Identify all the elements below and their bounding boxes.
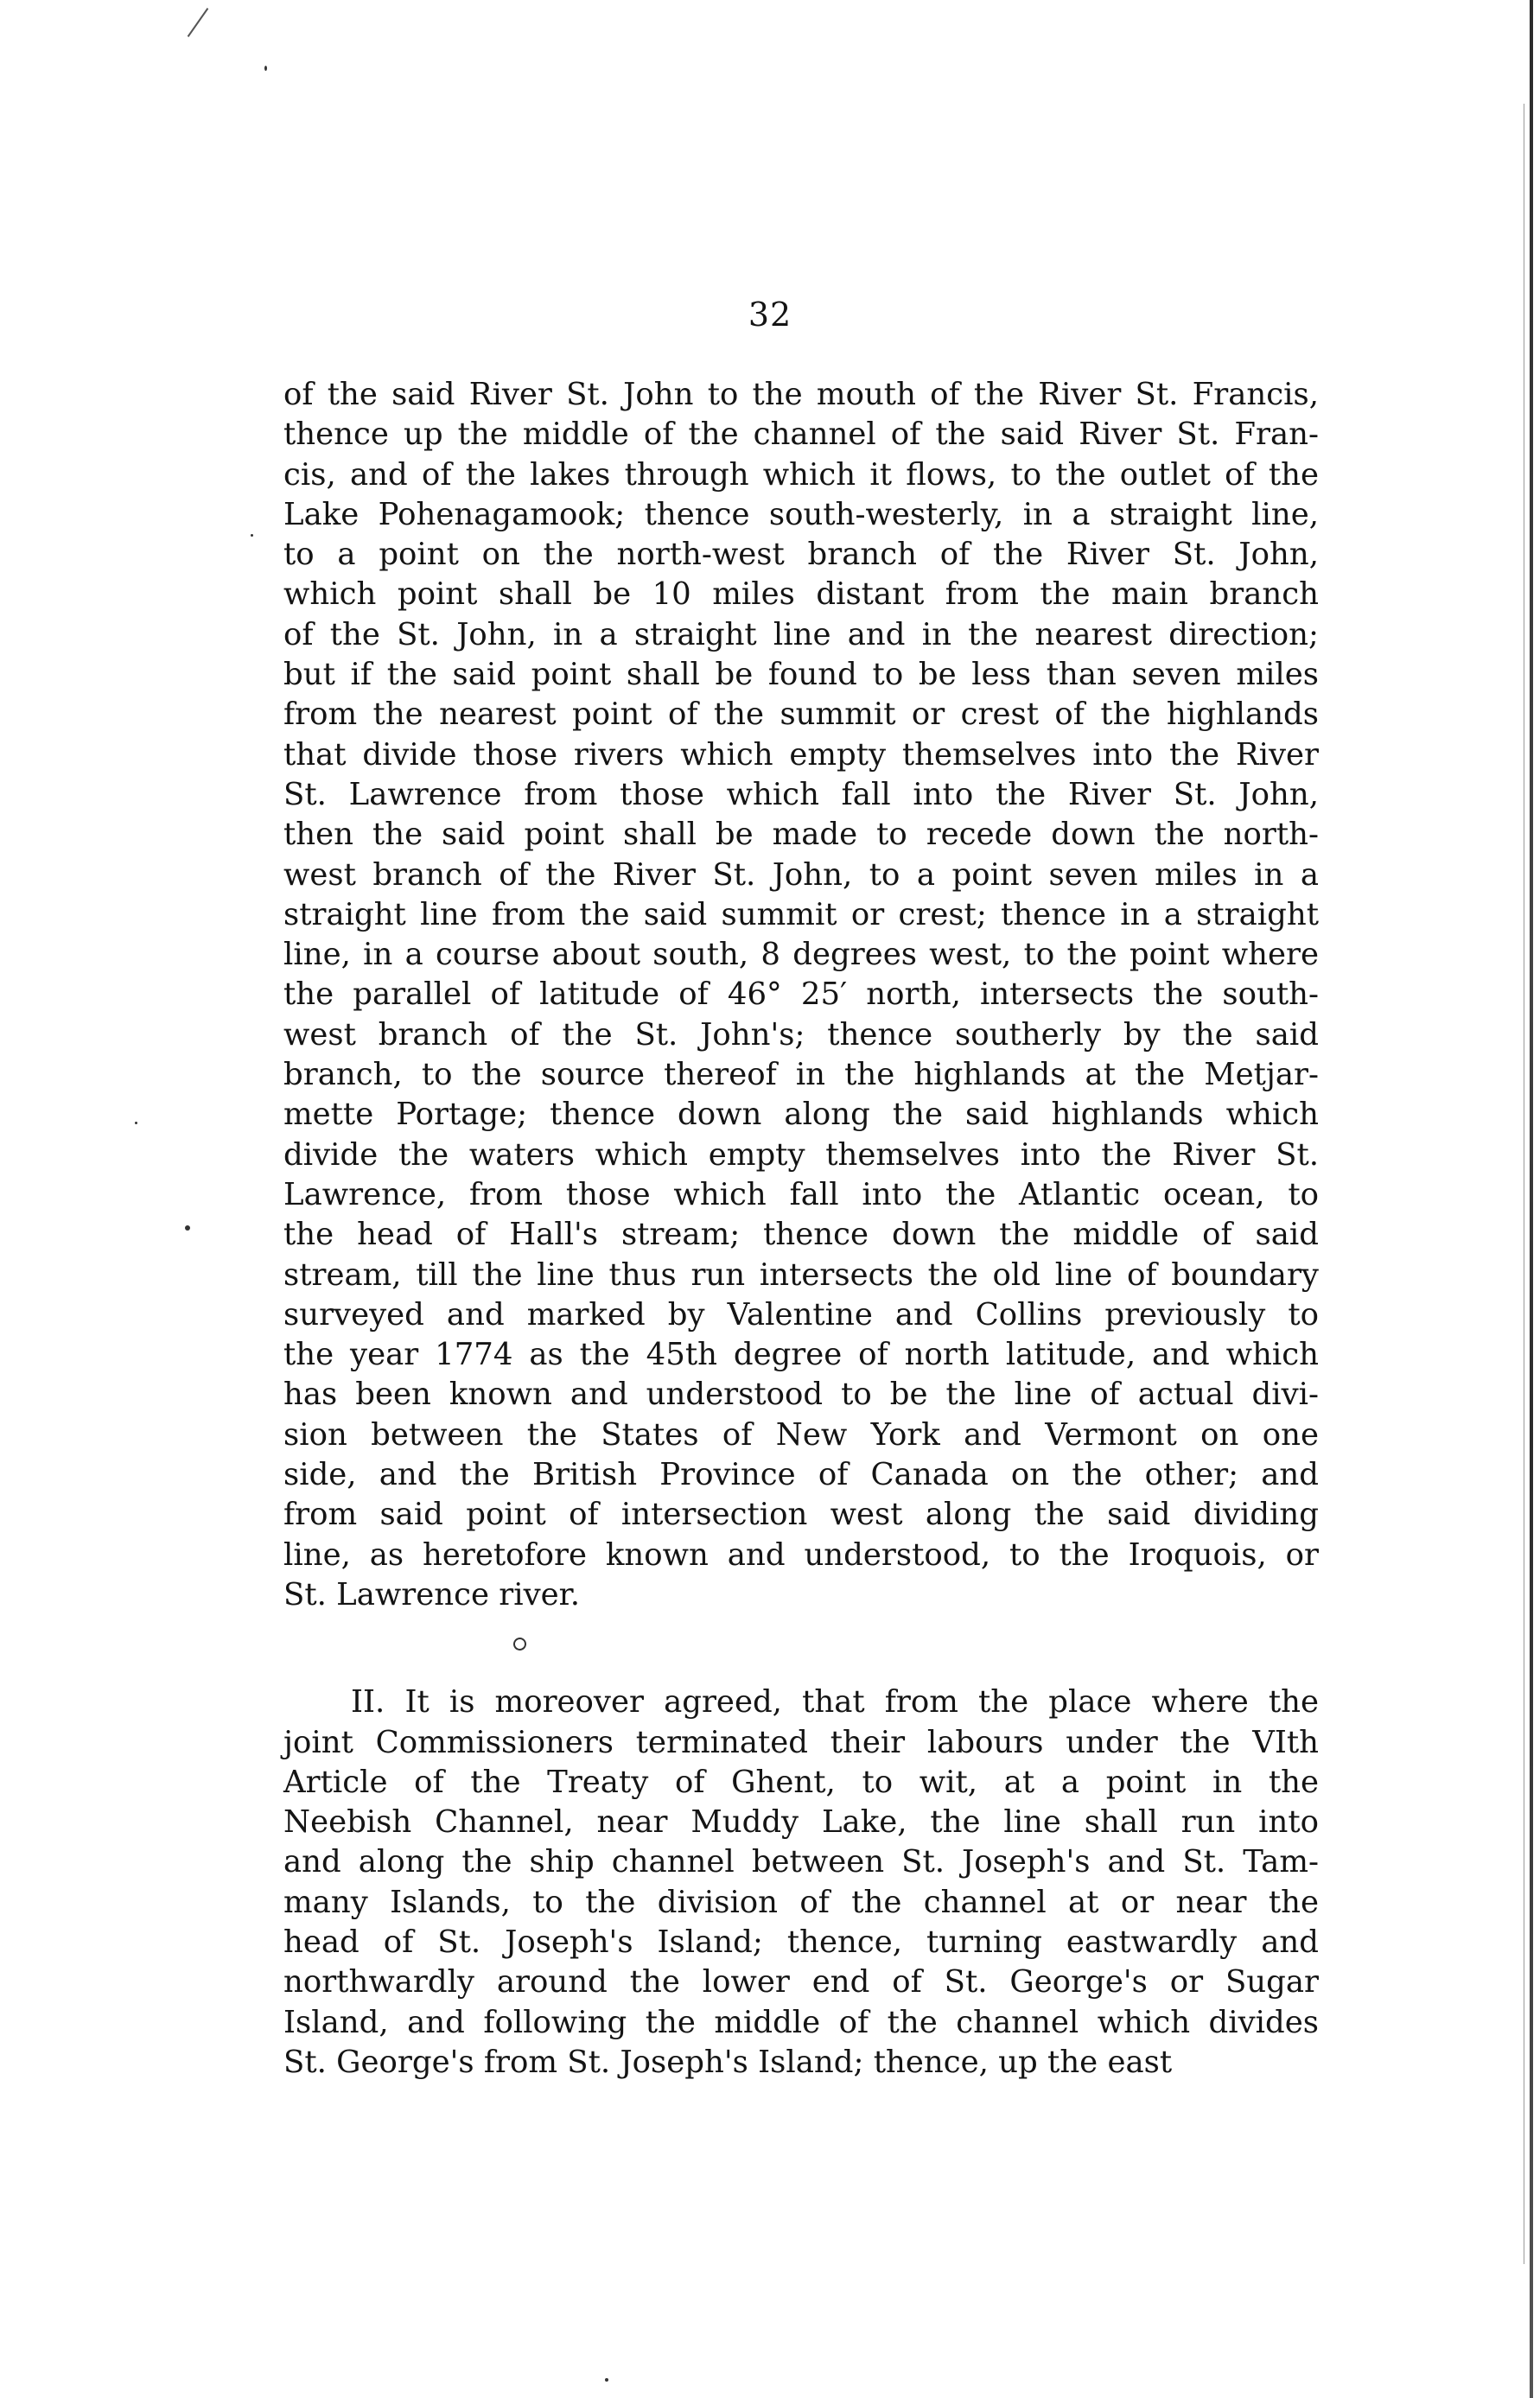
text-line: St. Lawrence from those which fall into the River St. John, [283, 776, 1319, 812]
paragraph-gap [283, 1615, 1319, 1682]
text-line: of the said River St. John to the mouth of the River St. Francis, [283, 377, 1319, 412]
text-line: the head of Hall's stream; thence down the middle of said [283, 1217, 1319, 1253]
document-body [283, 375, 1319, 2083]
text-line: northwardly around the lower end of St. George's or Sugar [283, 1964, 1319, 2000]
text-line: Lake Pohenagamook; thence south-westerly, in a straight line, [283, 496, 1319, 532]
scan-speck [264, 66, 267, 71]
scan-page-edge [1530, 0, 1533, 2398]
text-line: line, as heretofore known and understood, to the Iroquois, or [283, 1536, 1319, 1573]
paragraph-article-ii [283, 1682, 1319, 2083]
text-line: the year 1774 as the 45th degree of north latitude, and which [283, 1337, 1319, 1373]
text-line-content: II. It is moreover agreed, that from the place where the [351, 1684, 1319, 1721]
text-line: has been known and understood to be the line of actual divi- [283, 1377, 1319, 1413]
text-line: line, in a course about south, 8 degrees west, to the point where [283, 937, 1319, 973]
text-line: sion between the States of New York and Vermont on one [283, 1416, 1319, 1453]
text-line: side, and the British Province of Canada on the other; and [283, 1457, 1319, 1493]
text-line: then the said point shall be made to recede down the north- [283, 817, 1319, 853]
text-line: Neebish Channel, near Muddy Lake, the line shall run into [283, 1804, 1319, 1841]
text-line: Article of the Treaty of Ghent, to wit, at a point in the [283, 1764, 1319, 1800]
paragraph-boundary-description [283, 375, 1319, 1615]
text-line: but if the said point shall be found to be less than seven miles [283, 657, 1319, 693]
text-line: thence up the middle of the channel of the said River St. Fran- [283, 417, 1319, 453]
text-line: joint Commissioners terminated their labours under the VIth [283, 1724, 1319, 1760]
text-line: west branch of the River St. John, to a point seven miles in a [283, 856, 1319, 893]
scan-pen-mark [188, 8, 209, 37]
text-line: St. George's from St. Joseph's Island; thence, up the east [283, 2044, 1173, 2080]
text-line [283, 1682, 1319, 1722]
text-line: branch, to the source thereof in the highlands at the Metjar- [283, 1057, 1319, 1093]
text-line: from the nearest point of the summit or crest of the highlands [283, 697, 1319, 733]
text-line: mette Portage; thence down along the said highlands which [283, 1097, 1319, 1133]
text-line: surveyed and marked by Valentine and Collins previously to [283, 1296, 1319, 1333]
text-line: from said point of intersection west along the said dividing [283, 1497, 1319, 1533]
scan-speck [605, 2378, 608, 2382]
text-line: divide the waters which empty themselves into the River St. [283, 1136, 1319, 1173]
text-line: St. Lawrence river. [283, 1576, 581, 1612]
page-number: 32 [748, 296, 792, 334]
text-line: many Islands, to the division of the channel at or near the [283, 1884, 1319, 1920]
text-line: cis, and of the lakes through which it flows, to the outlet of the [283, 456, 1319, 493]
text-line: to a point on the north-west branch of the River St. John, [283, 537, 1319, 573]
scan-speck [135, 1122, 137, 1124]
scan-speck [251, 534, 253, 537]
text-line: head of St. Joseph's Island; thence, turning eastwardly and [283, 1924, 1319, 1960]
text-line: and along the ship channel between St. Joseph's and St. Tam- [283, 1844, 1319, 1880]
text-line: that divide those rivers which empty themselves into the River [283, 736, 1319, 773]
text-line: stream, till the line thus run intersects the old line of boundary [283, 1256, 1319, 1293]
text-line: west branch of the St. John's; thence southerly by the said [283, 1016, 1319, 1053]
text-line: which point shall be 10 miles distant from the main branch [283, 576, 1319, 613]
text-line: of the St. John, in a straight line and in the nearest direction; [283, 616, 1319, 652]
text-line: straight line from the said summit or crest; thence in a straight [283, 896, 1319, 932]
text-line: Lawrence, from those which fall into the Atlantic ocean, to [283, 1176, 1319, 1212]
text-line: Island, and following the middle of the channel which divides [283, 2004, 1319, 2040]
scan-speck [185, 1225, 190, 1231]
text-line: the parallel of latitude of 46° 25′ north, intersects the south- [283, 976, 1319, 1013]
